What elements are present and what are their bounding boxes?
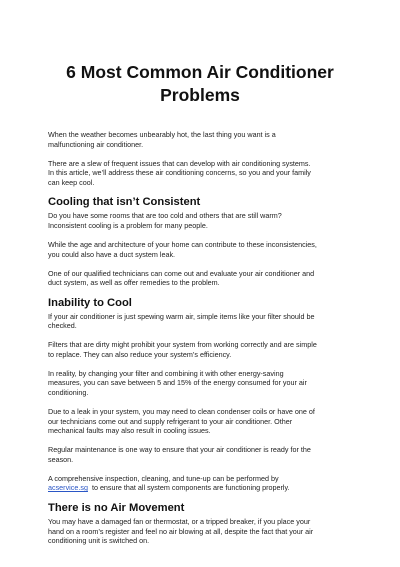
section-1-paragraph-1: Do you have some rooms that are too cold and others that are still warm? Inconsistent cooling is a problem for many people. bbox=[48, 211, 282, 230]
section-1-paragraph-3: One of our qualified technicians can come out and evaluate your air conditioner and duct system, as well as offer remedies to the problem. bbox=[48, 268, 315, 288]
section-3-paragraph-1: You may have a damaged fan or thermostat, or a tripped breaker, if you place your hand on a room’s register and feel no air blowing at all, despite the fact that your air conditioning unit is switched on. bbox=[48, 516, 314, 546]
page-title bbox=[48, 0, 352, 107]
section-2-paragraph-2: Filters that are dirty might prohibit your system from working correctly and are simple to replace. They can also reduce your system’s efficiency. bbox=[48, 340, 317, 359]
section-2-paragraph-1: If your air conditioner is just spewing warm air, simple items like your filter should be checked. bbox=[48, 311, 315, 331]
section-1-paragraph-2: While the age and architecture of your home can contribute to these inconsistencies, you could also have a duct system leak. bbox=[48, 239, 317, 259]
intro-paragraph-1: When the weather becomes unbearably hot, the last thing you want is a malfunctioning air conditioner. bbox=[48, 130, 276, 149]
title-line-2: Problems bbox=[160, 85, 240, 105]
acservice-link[interactable]: acservice.sg bbox=[48, 483, 88, 493]
title-line-1: 6 Most Common Air Conditioner bbox=[66, 62, 334, 82]
section-2-paragraph-4: Due to a leak in your system, you may need to clean condenser coils or have one of our technicians come out and supply refrigerant to your air conditioner. Other mechanical faults may also result in cooling issues. bbox=[48, 407, 315, 436]
section-heading-no-air-movement: There is no Air Movement bbox=[48, 501, 185, 514]
intro-paragraph-2: There are a slew of frequent issues that can develop with air conditioning systems. In this article, we’ll address these air conditioning concerns, so you and your family can keep cool. bbox=[48, 158, 311, 187]
section-2-paragraph-3: In reality, by changing your filter and combining it with other energy-saving measures, you can save between 5 and 15% of the energy consumed for your air conditioning. bbox=[48, 368, 307, 398]
section-heading-cooling-consistency: Cooling that isn’t Consistent bbox=[48, 196, 201, 209]
section-heading-inability-to-cool: Inability to Cool bbox=[48, 296, 132, 309]
section-2-paragraph-5: Regular maintenance is one way to ensure that your air conditioner is ready for the season. bbox=[48, 445, 311, 464]
section-2-paragraph-6: A comprehensive inspection, cleaning, and tune-up can be performed by acservice.sg to ensure that all system components are functioning properly. bbox=[48, 473, 290, 493]
